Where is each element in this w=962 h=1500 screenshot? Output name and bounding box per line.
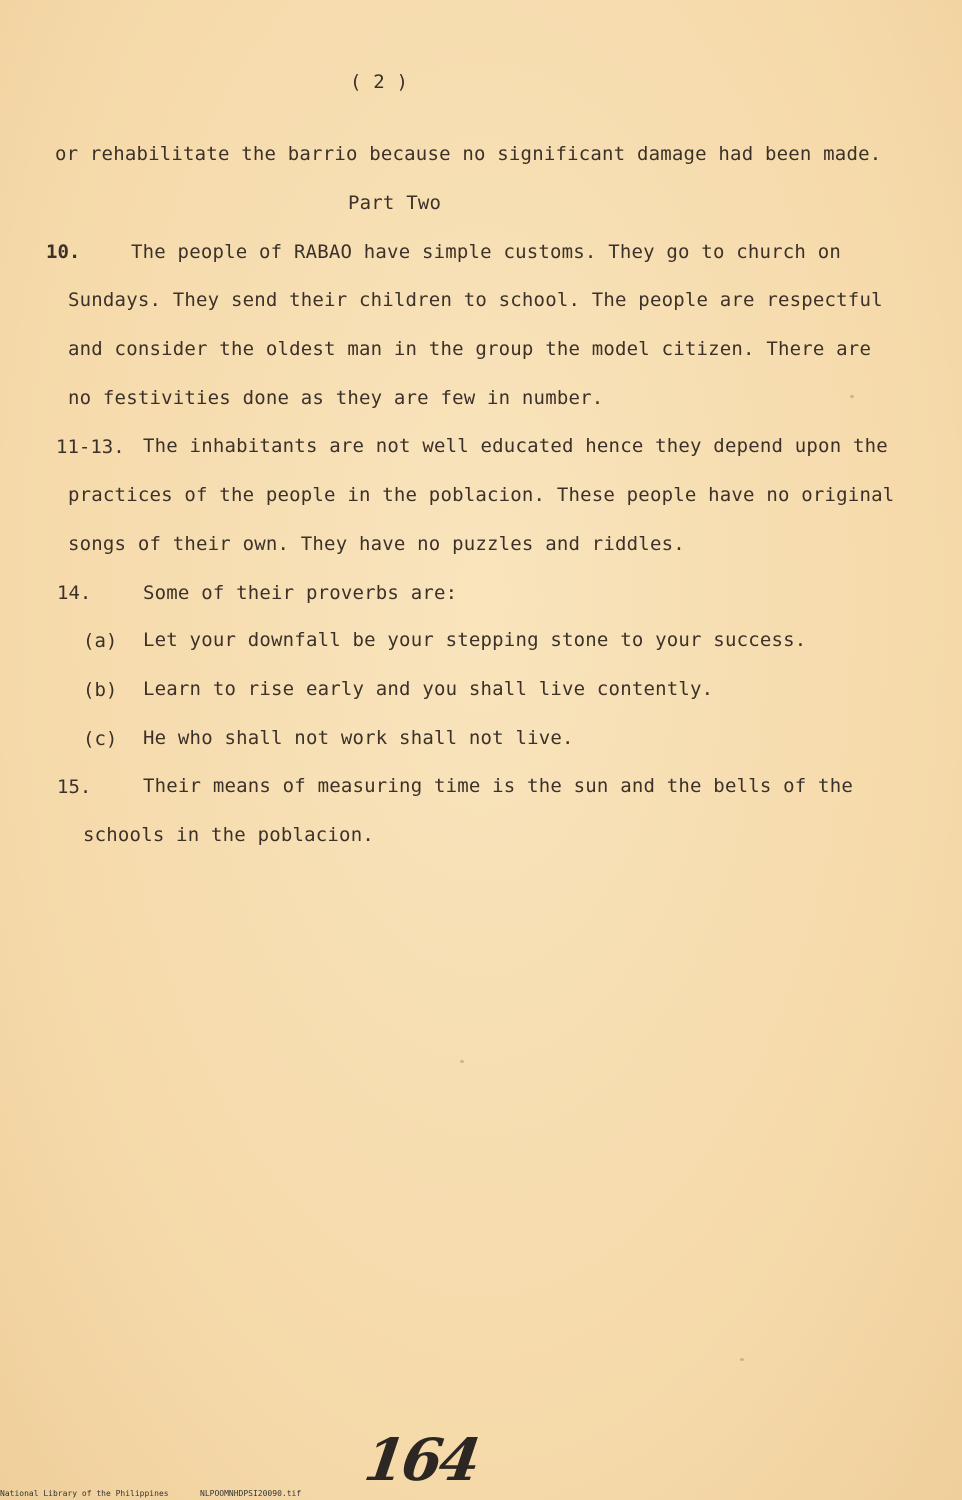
proverb-b-text: Learn to rise early and you shall live contently. — [143, 678, 714, 700]
proverb-c-text: He who shall not work shall not live. — [143, 727, 574, 749]
item-10-line-4: no festivities done as they are few in number. — [68, 387, 604, 409]
item-14-number: 14. — [57, 582, 92, 604]
item-14-intro: Some of their proverbs are: — [143, 582, 458, 604]
item-15-line-2: schools in the poblacion. — [83, 824, 374, 846]
item-15-line-1: Their means of measuring time is the sun and the bells of the — [143, 775, 853, 797]
proverb-a-text: Let your downfall be your stepping stone to your success. — [143, 629, 807, 651]
paper-speck — [740, 1358, 744, 1361]
item-10-number: 10. — [46, 241, 81, 263]
item-11-13-number: 11-13. — [56, 436, 125, 458]
paper-speck — [460, 1060, 464, 1063]
section-title: Part Two — [348, 192, 442, 214]
item-11-13-line-1: The inhabitants are not well educated hence they depend upon the — [143, 435, 888, 457]
footer-filename: NLPOOMNHDPSI20090.tif — [200, 1489, 302, 1498]
proverb-a-label: (a) — [83, 630, 118, 652]
proverb-c-label: (c) — [83, 728, 118, 750]
handwritten-page-number: 164 — [360, 1426, 482, 1494]
item-10-line-3: and consider the oldest man in the group the model citizen. There are — [68, 338, 872, 360]
item-10-line-1: The people of RABAO have simple customs. They go to church on — [131, 241, 841, 263]
item-10-line-2: Sundays. They send their children to school. The people are respectful — [68, 289, 883, 311]
intro-line: or rehabilitate the barrio because no significant damage had been made. — [55, 143, 882, 165]
page-marker: ( 2 ) — [350, 71, 409, 93]
paper-speck — [850, 395, 854, 398]
footer-library: National Library of the Philippines — [0, 1489, 169, 1498]
item-11-13-line-3: songs of their own. They have no puzzles and riddles. — [68, 533, 685, 555]
item-11-13-line-2: practices of the people in the poblacion. These people have no original — [68, 484, 895, 506]
item-15-number: 15. — [57, 776, 92, 798]
proverb-b-label: (b) — [83, 679, 118, 701]
